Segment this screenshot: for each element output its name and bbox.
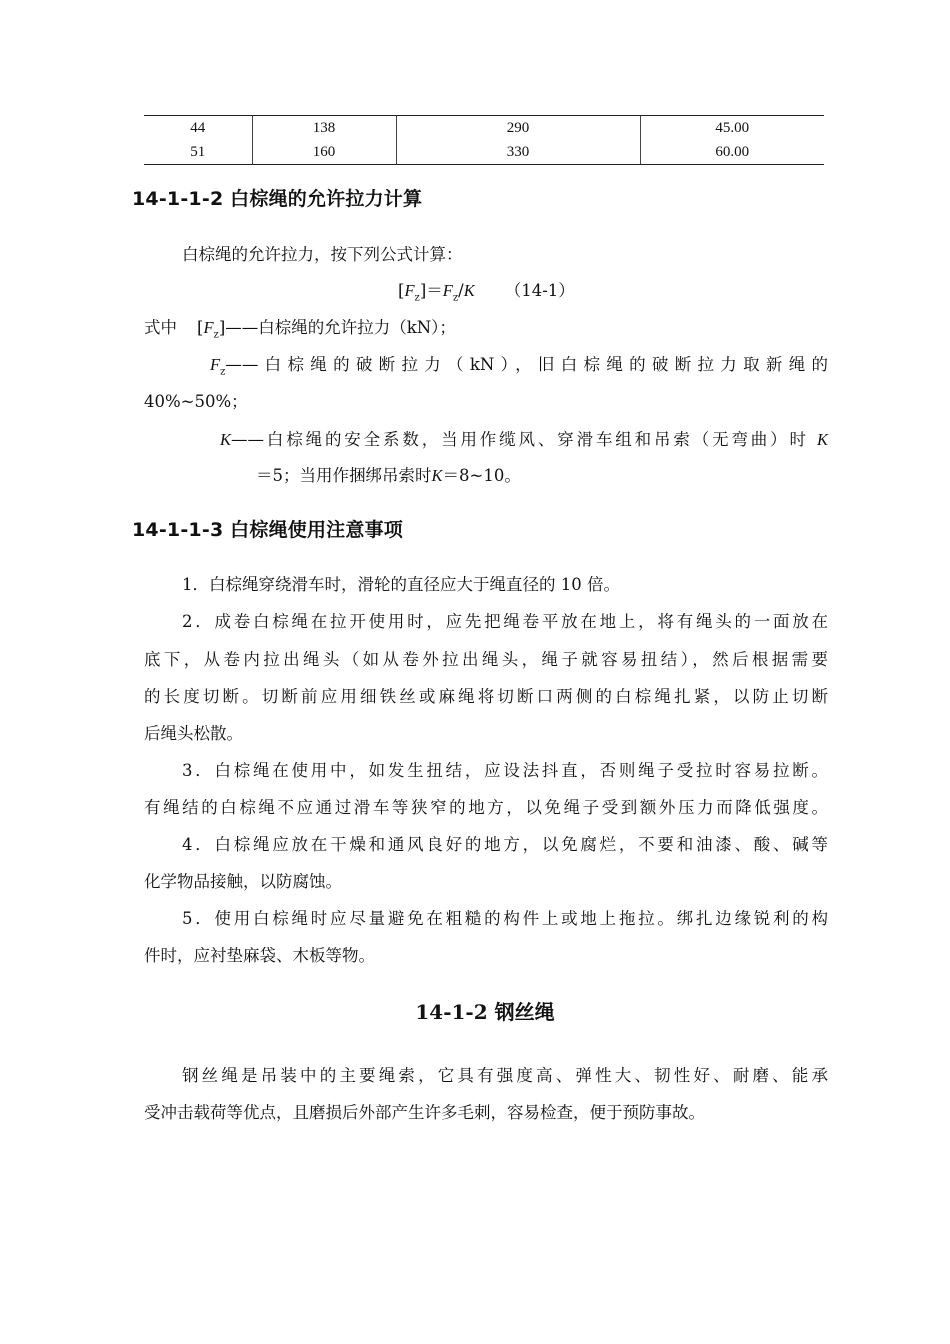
definition-breaking-tension: $F_z——$白棕绳的破断拉力（kN），旧白棕绳的破断拉力取新绳的	[210, 355, 828, 378]
paragraph-line: 件时，应衬垫麻袋、木板等物。	[144, 946, 375, 965]
section-heading-14-1-2: 14-1-2 钢丝绳	[415, 1000, 555, 1024]
paragraph-line: 1．白棕绳穿绕滑车时，滑轮的直径应大于绳直径的 10 倍。	[182, 575, 620, 594]
definition-allowable-tension: 式中 $[F_z]——$白棕绳的允许拉力（kN）；	[144, 318, 456, 341]
table-cell: 160	[252, 140, 396, 165]
paragraph-line: 4．白棕绳应放在干燥和通风良好的地方，以免腐烂，不要和油漆、酸、碱等	[182, 835, 828, 854]
paragraph-line: 底下，从卷内拉出绳头（如从卷外拉出绳头，绳子就容易扭结），然后根据需要	[144, 650, 828, 669]
table-cell: 290	[396, 116, 640, 141]
paragraph-line: 3．白棕绳在使用中，如发生扭结，应设法抖直，否则绳子受拉时容易拉断。	[182, 761, 828, 780]
paragraph-line: 钢丝绳是吊装中的主要绳索，它具有强度高、弹性大、韧性好、耐磨、能承	[182, 1066, 828, 1085]
formula-14-1: $[F_z]=F_z/K$ （14-1）	[398, 281, 575, 304]
section-heading-14-1-1-3: 14-1-1-3 白棕绳使用注意事项	[132, 519, 403, 541]
table-row	[144, 140, 824, 165]
where-label: 式中	[144, 318, 177, 337]
definition-safety-factor-cont: ＝5；当用作捆绑吊索时K＝8~10。	[256, 466, 521, 485]
table-cell: 51	[144, 140, 252, 165]
definition-breaking-tension-cont: 40%~50%；	[144, 392, 248, 411]
paragraph-line: 2．成卷白棕绳在拉开使用时，应先把绳卷平放在地上，将有绳头的一面放在	[182, 612, 828, 631]
table-cell: 45.00	[640, 116, 824, 141]
definition-safety-factor: K——白棕绳的安全系数，当用作缆风、穿滑车组和吊索（无弯曲）时 K	[220, 430, 829, 449]
table-cell: 44	[144, 116, 252, 141]
table-cell: 330	[396, 140, 640, 165]
table-cell: 138	[252, 116, 396, 141]
formula-intro: 白棕绳的允许拉力，按下列公式计算：	[182, 245, 463, 264]
table-cell: 60.00	[640, 140, 824, 165]
section-heading-14-1-1-2: 14-1-1-2 白棕绳的允许拉力计算	[132, 188, 423, 210]
rope-spec-table	[144, 115, 824, 165]
formula-number: （14-1）	[504, 281, 575, 300]
paragraph-line: 受冲击载荷等优点，且磨损后外部产生许多毛刺，容易检查，便于预防事故。	[144, 1103, 705, 1122]
paragraph-line: 有绳结的白棕绳不应通过滑车等狭窄的地方，以免绳子受到额外压力而降低强度。	[144, 798, 828, 817]
paragraph-line: 化学物品接触，以防腐蚀。	[144, 872, 342, 891]
paragraph-line: 5．使用白棕绳时应尽量避免在粗糙的构件上或地上拖拉。绑扎边缘锐利的构	[182, 909, 828, 928]
table-row	[144, 116, 824, 141]
paragraph-line: 后绳头松散。	[144, 724, 243, 743]
paragraph-line: 的长度切断。切断前应用细铁丝或麻绳将切断口两侧的白棕绳扎紧，以防止切断	[144, 687, 828, 706]
